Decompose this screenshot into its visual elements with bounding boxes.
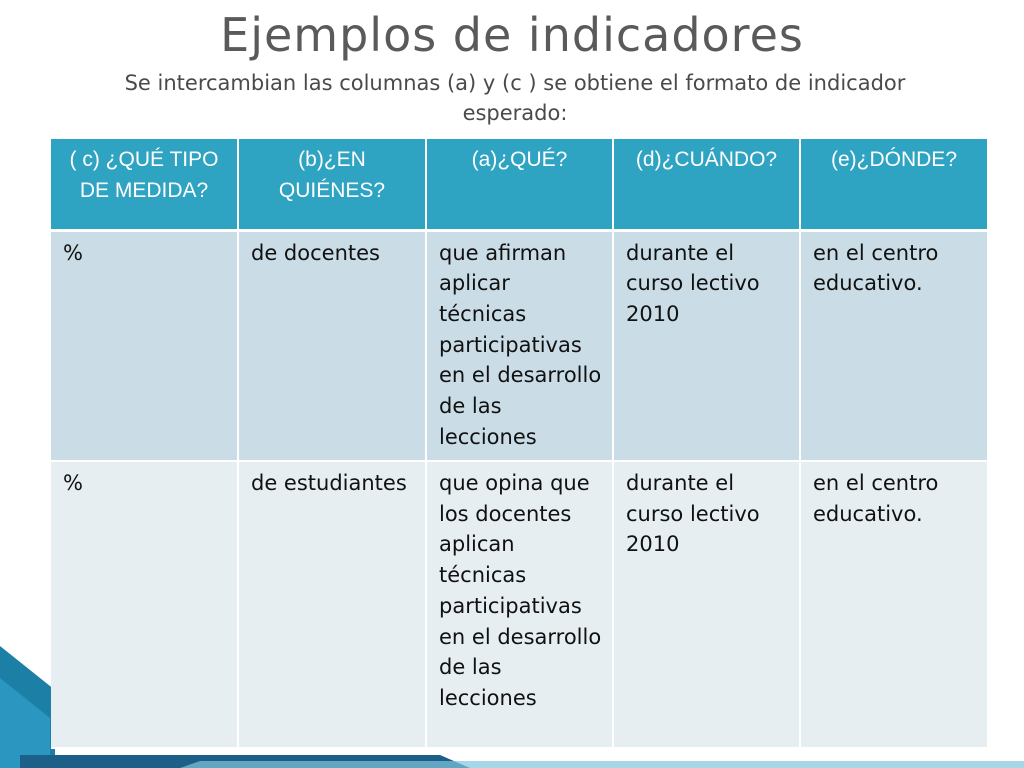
header-en-quienes: (b)¿EN QUIÉNES? <box>238 139 426 230</box>
table-cell: % <box>51 230 238 461</box>
table-row <box>51 230 988 461</box>
table-cell: que opina que los docentes aplican técnicas participativas en el desarrollo de las lecciones <box>426 461 613 748</box>
table-cell: en el centro educativo. <box>800 461 988 748</box>
slide-title: Ejemplos de indicadores <box>220 8 804 62</box>
slide-subtitle: Se intercambian las columnas (a) y (c ) se obtiene el formato de indicador esperado: <box>124 71 906 125</box>
table-cell: % <box>51 461 238 748</box>
header-que-tipo-de-medida: ( c) ¿QUÉ TIPO DE MEDIDA? <box>51 139 238 230</box>
table-cell: que afirman aplicar técnicas participativas en el desarrollo de las lecciones <box>426 230 613 461</box>
table-row <box>51 461 988 748</box>
table-cell: en el centro educativo. <box>800 230 988 461</box>
header-que: (a)¿QUÉ? <box>426 139 613 230</box>
table-cell: de estudiantes <box>238 461 426 748</box>
table-header-row <box>51 139 988 230</box>
table-cell: durante el curso lectivo 2010 <box>613 230 800 461</box>
table-cell: durante el curso lectivo 2010 <box>613 461 800 748</box>
header-cuando: (d)¿CUÁNDO? <box>613 139 800 230</box>
indicators-table <box>51 139 989 749</box>
header-donde: (e)¿DÓNDE? <box>800 139 988 230</box>
table-cell: de docentes <box>238 230 426 461</box>
